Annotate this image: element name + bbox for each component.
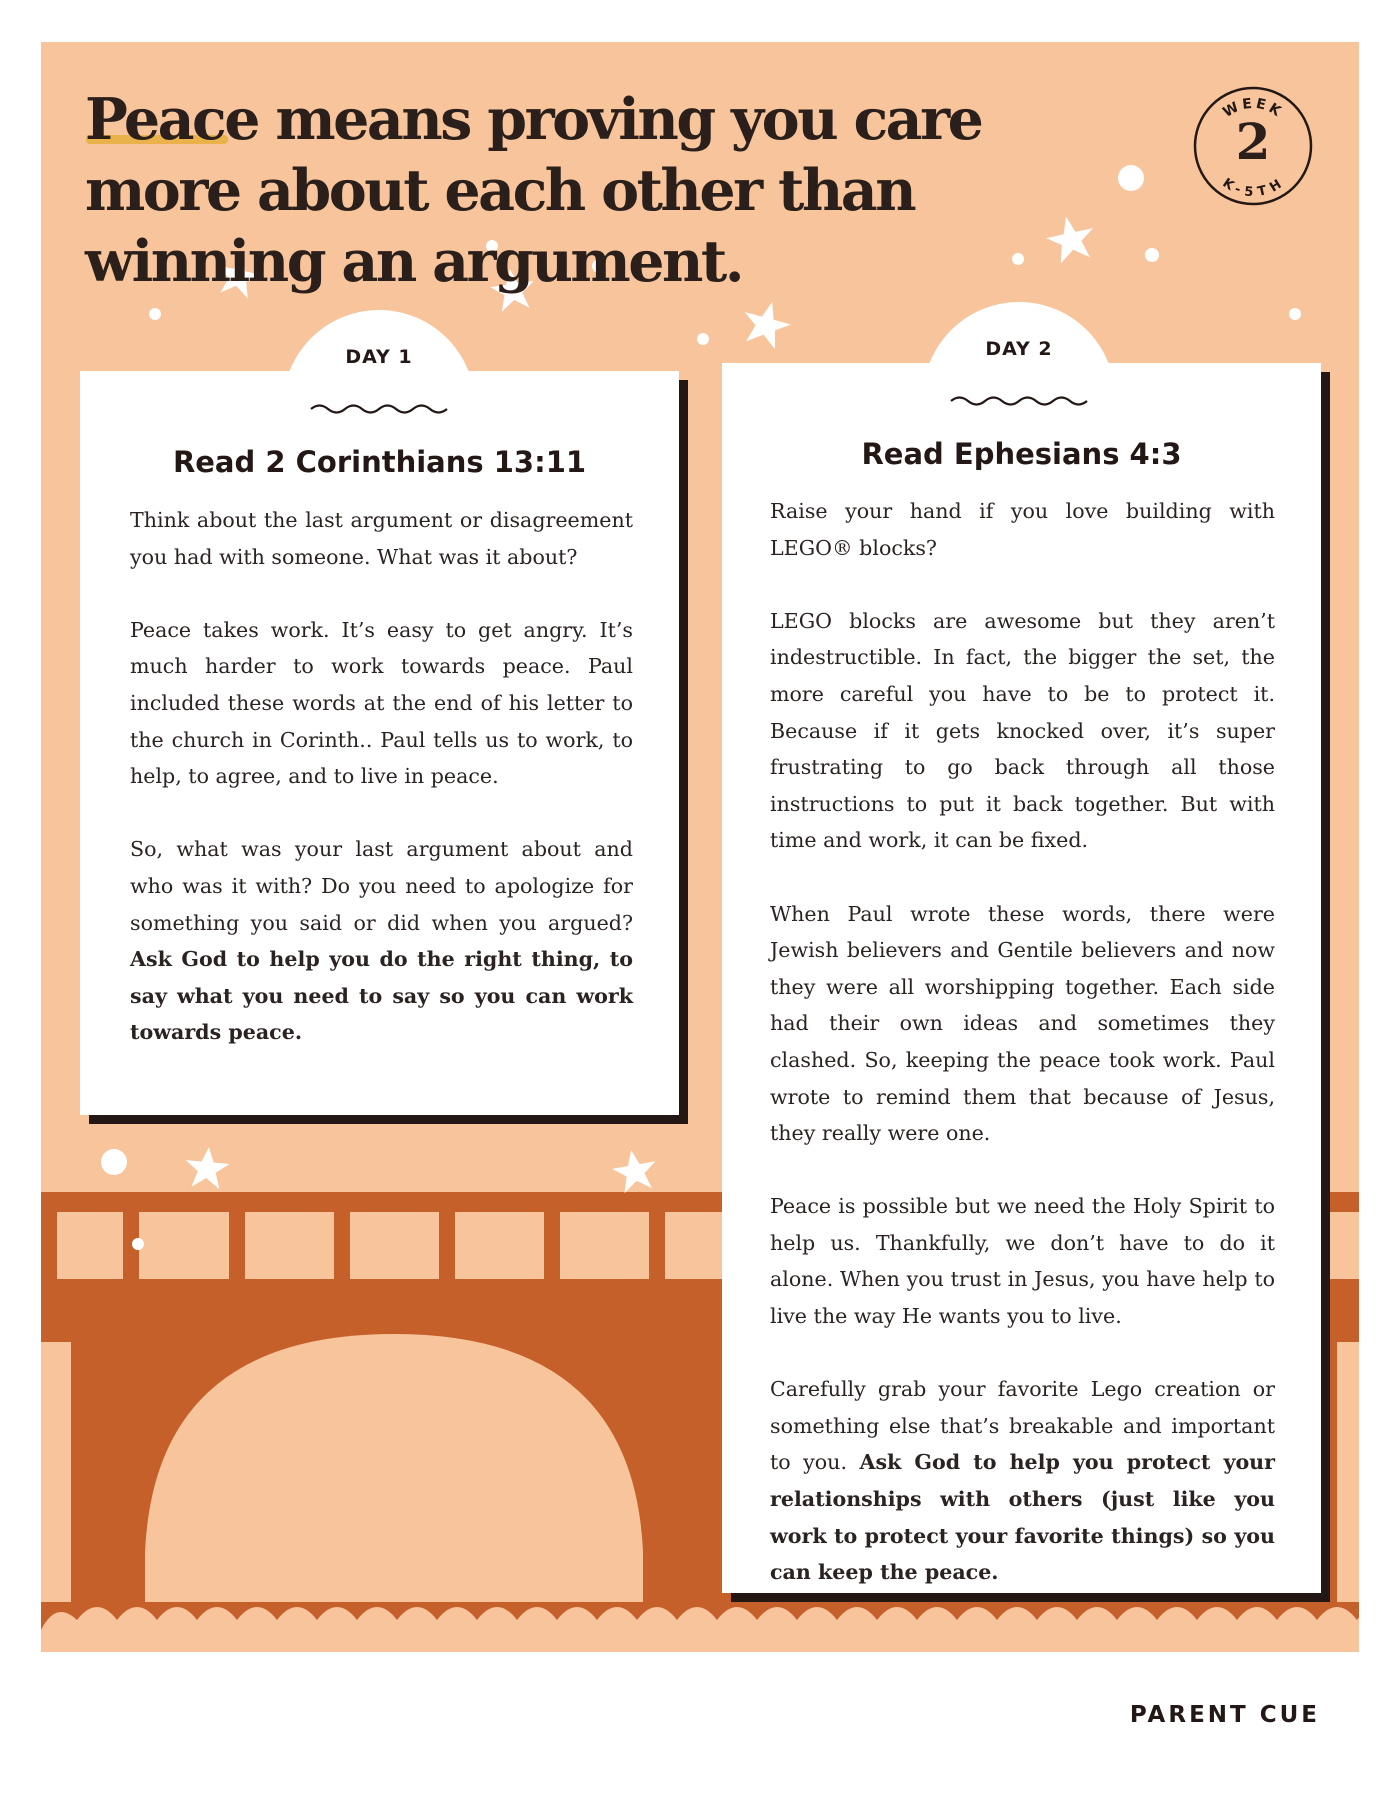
week-badge [1193, 86, 1313, 206]
day1-closing-text: So, what was your last argument about and who was it with? Do you need to apologize for something you said or did when you argued? [130, 837, 633, 935]
day1-closing [130, 831, 633, 1051]
day2-closing-text: Carefully grab your favorite Lego creation or something else that’s breakable and important to you. [770, 1377, 1275, 1475]
brand-logo-text: PARENT CUE [1129, 1702, 1320, 1728]
day2-paragraph: LEGO blocks are awesome but they aren’t indestructible. In fact, the bigger the set, the more careful you have to be to protect it. Because if it gets knocked over, it’s super frustrating to go back through all those instructions to put it back together. But with time and work, it can be fixed. [770, 608, 1275, 853]
day1-body [130, 502, 633, 1051]
grade-label: K-5TH [1219, 175, 1287, 201]
day2-closing-bold: Ask God to help you protect your relationships with others (just like you work to protect your favorite things) so you can keep the peace. [770, 1450, 1276, 1585]
day1-paragraph: Peace takes work. It’s easy to get angry. It’s much harder to work towards peace. Paul included these words at the end of his letter to the church in Corinth.. Paul tells us to work, to help, to agree, and to live in peace. [130, 617, 633, 789]
day2-body [770, 493, 1275, 1591]
day2-paragraph: When Paul wrote these words, there were Jewish believers and Gentile believers and now they were all worshipping together. Each side had their own ideas and sometimes they clashed. So, keeping the peace took work. Paul wrote to remind them that because of Jesus, they really were one. [770, 901, 1275, 1146]
day1-closing-bold: Ask God to help you do the right thing, to say what you need to say so you can work towards peace. [130, 947, 633, 1045]
day2-paragraph: Peace is possible but we need the Holy Spirit to help us. Thankfully, we don’t have to do it alone. When you trust in Jesus, you have help to live the way He wants you to live. [770, 1194, 1275, 1329]
background-panel [41, 42, 1359, 1652]
week-number: 2 [1235, 112, 1271, 171]
page-headline: Peace means proving you care more about each other than winning an argument. [85, 86, 982, 295]
day2-title: Read Ephesians 4:3 [861, 437, 1182, 471]
day2-closing [770, 1371, 1275, 1591]
day2-label: DAY 2 [985, 338, 1053, 360]
day1-label: DAY 1 [345, 346, 413, 368]
day2-squiggle [949, 394, 1091, 408]
week-label: WEEK [1220, 95, 1286, 122]
day1-title: Read 2 Corinthians 13:11 [172, 445, 587, 479]
day1-paragraph: Think about the last argument or disagreement you had with someone. What was it about? [130, 508, 633, 569]
svg-text:K-5TH [1220, 176, 1286, 200]
day2-paragraph: Raise your hand if you love building with LEGO® blocks? [770, 499, 1275, 560]
day1-squiggle [309, 402, 451, 416]
